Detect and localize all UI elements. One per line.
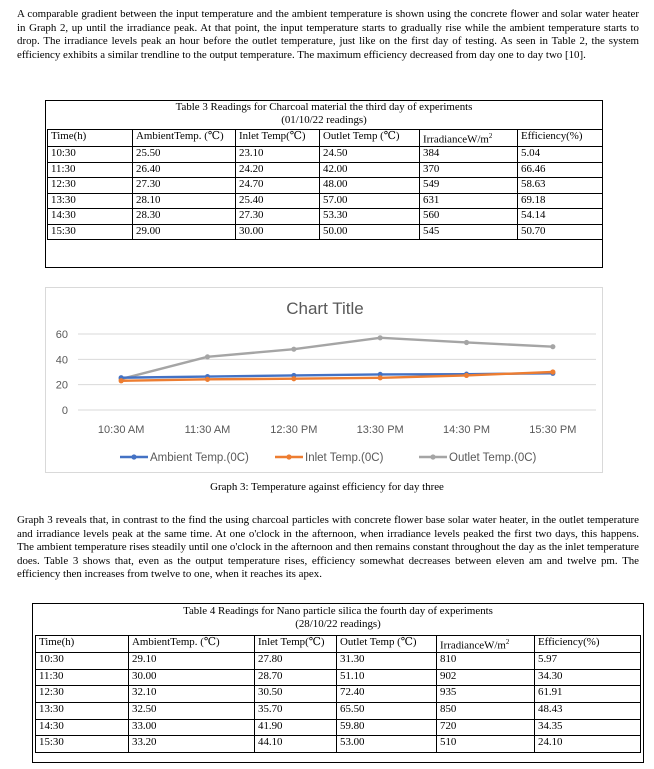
table-3-grid	[47, 129, 603, 240]
table-row	[36, 702, 641, 719]
cell-efficiency: 69.18	[518, 193, 603, 209]
cell-outlet: 31.30	[337, 653, 437, 670]
chart-svg	[46, 288, 604, 474]
cell-inlet: 27.80	[255, 653, 337, 670]
cell-ambient: 33.20	[129, 736, 255, 753]
cell-time: 11:30	[48, 162, 133, 178]
y-tick-label: 40	[55, 354, 68, 367]
data-point	[550, 344, 555, 349]
cell-irradiance: 850	[437, 702, 535, 719]
table-row	[48, 178, 603, 194]
cell-inlet: 41.90	[255, 719, 337, 736]
table-3-date: (01/10/22 readings)	[281, 114, 367, 126]
data-point	[291, 347, 296, 352]
cell-outlet: 48.00	[320, 178, 420, 194]
y-tick-label: 60	[55, 329, 68, 341]
header-inlet: Inlet Temp(℃)	[255, 636, 337, 653]
chart-title: Chart Title	[286, 299, 364, 318]
cell-outlet: 72.40	[337, 686, 437, 703]
cell-inlet: 35.70	[255, 702, 337, 719]
table-3-body	[48, 147, 603, 240]
cell-irradiance: 810	[437, 653, 535, 670]
cell-time: 12:30	[48, 178, 133, 194]
cell-outlet: 53.00	[337, 736, 437, 753]
x-tick-label: 11:30 AM	[184, 424, 231, 436]
cell-time: 15:30	[48, 224, 133, 240]
data-point	[205, 377, 210, 382]
cell-efficiency: 66.46	[518, 162, 603, 178]
table-row	[48, 209, 603, 225]
paragraph-graph-3: Graph 3 reveals that, in contrast to the find the using charcoal particles with concrete flower base solar water heater, in the outlet temperature and irradiance levels peak at the same time. At one o'clock in the afternoon, when irradiance levels peaked the first two days, this happens. The ambient temperature rises steadily until one o'clock in the afternoon and then remains constant throughout the day as the inlet temperature does. Table 3 shows that, even as the output temperature rises, efficiency somewhat decreases between eleven am and twelve pm. The efficiency then increases from twelve to one, when it reaches its apex.	[17, 514, 639, 581]
cell-efficiency: 5.97	[535, 653, 641, 670]
cell-efficiency: 61.91	[535, 686, 641, 703]
data-point	[378, 375, 383, 380]
graph-3-caption: Graph 3: Temperature against efficiency for day three	[210, 481, 444, 493]
legend-label: Inlet Temp.(0C)	[305, 452, 384, 464]
cell-ambient: 26.40	[133, 162, 236, 178]
table-row	[36, 669, 641, 686]
cell-irradiance: 370	[420, 162, 518, 178]
table-row	[48, 224, 603, 240]
cell-inlet: 30.00	[236, 224, 320, 240]
data-point	[205, 354, 210, 359]
header-ambient: AmbientTemp. (℃)	[129, 636, 255, 653]
data-point	[291, 376, 296, 381]
table-row	[48, 147, 603, 163]
x-tick-label: 15:30 PM	[529, 424, 577, 436]
table-row	[48, 162, 603, 178]
chart-temperature-day-three	[45, 287, 603, 473]
cell-irradiance: 384	[420, 147, 518, 163]
cell-efficiency: 24.10	[535, 736, 641, 753]
data-point	[119, 378, 124, 383]
cell-outlet: 50.00	[320, 224, 420, 240]
table-4	[32, 603, 644, 763]
table-4-caption: Table 4 Readings for Nano particle silica the fourth day of experiments	[183, 605, 493, 617]
cell-inlet: 25.40	[236, 193, 320, 209]
y-tick-label: 0	[61, 405, 68, 417]
header-irradiance: IrradianceW/$m^2$	[420, 130, 518, 147]
cell-irradiance: 549	[420, 178, 518, 194]
cell-efficiency: 5.04	[518, 147, 603, 163]
cell-ambient: 27.30	[133, 178, 236, 194]
cell-inlet: 27.30	[236, 209, 320, 225]
cell-irradiance: 560	[420, 209, 518, 225]
table-3-caption: Table 3 Readings for Charcoal material the third day of experiments	[175, 101, 473, 113]
cell-ambient: 28.10	[133, 193, 236, 209]
cell-outlet: 42.00	[320, 162, 420, 178]
cell-irradiance: 935	[437, 686, 535, 703]
x-tick-label: 13:30 PM	[356, 424, 404, 436]
header-efficiency: Efficiency(%)	[535, 636, 641, 653]
cell-time: 10:30	[36, 653, 129, 670]
table-4-body	[36, 653, 641, 753]
cell-outlet: 59.80	[337, 719, 437, 736]
x-tick-label: 12:30 PM	[270, 424, 318, 436]
table-row	[36, 653, 641, 670]
cell-efficiency: 50.70	[518, 224, 603, 240]
cell-time: 13:30	[36, 702, 129, 719]
cell-inlet: 23.10	[236, 147, 320, 163]
cell-inlet: 44.10	[255, 736, 337, 753]
legend-marker	[131, 454, 136, 459]
cell-efficiency: 34.30	[535, 669, 641, 686]
cell-efficiency: 34.35	[535, 719, 641, 736]
cell-time: 13:30	[48, 193, 133, 209]
table-row	[36, 719, 641, 736]
cell-inlet: 28.70	[255, 669, 337, 686]
y-tick-label: 20	[55, 379, 68, 392]
legend-marker	[286, 454, 291, 459]
header-efficiency: Efficiency(%)	[518, 130, 603, 147]
paragraph-intro: A comparable gradient between the input temperature and the ambient temperature is shown using the concrete flower and solar water heater in Graph 2, up until the irradiance peak. At that point, the input temperature starts to gradually rise while the ambient temperature starts to drop. The irradiance levels peak an hour before the outlet temperature, just like on the first day of testing. As seen in Table 2, the system efficiency exhibits a similar trendline to the output temperature. The maximum efficiency decreased from day one to day two [10].	[17, 8, 639, 61]
cell-outlet: 57.00	[320, 193, 420, 209]
cell-efficiency: 48.43	[535, 702, 641, 719]
cell-outlet: 53.30	[320, 209, 420, 225]
cell-irradiance: 545	[420, 224, 518, 240]
cell-outlet: 24.50	[320, 147, 420, 163]
cell-ambient: 29.10	[129, 653, 255, 670]
header-irradiance: IrradianceW/$m^2$	[437, 636, 535, 653]
cell-time: 14:30	[48, 209, 133, 225]
cell-inlet: 30.50	[255, 686, 337, 703]
data-point	[550, 369, 555, 374]
table-row	[36, 736, 641, 753]
cell-irradiance: 510	[437, 736, 535, 753]
cell-ambient: 33.00	[129, 719, 255, 736]
cell-time: 10:30	[48, 147, 133, 163]
cell-ambient: 30.00	[129, 669, 255, 686]
header-time: Time(h)	[36, 636, 129, 653]
x-tick-label: 14:30 PM	[442, 424, 491, 436]
legend-marker	[430, 454, 435, 459]
cell-inlet: 24.20	[236, 162, 320, 178]
cell-ambient: 28.30	[133, 209, 236, 225]
cell-time: 15:30	[36, 736, 129, 753]
cell-time: 12:30	[36, 686, 129, 703]
legend-label: Ambient Temp.(0C)	[150, 452, 249, 464]
x-tick-label: 10:30 AM	[97, 424, 145, 436]
cell-irradiance: 631	[420, 193, 518, 209]
cell-irradiance: 720	[437, 719, 535, 736]
cell-time: 11:30	[36, 669, 129, 686]
table-header-row	[36, 636, 641, 653]
cell-inlet: 24.70	[236, 178, 320, 194]
data-point	[378, 335, 383, 340]
cell-ambient: 29.00	[133, 224, 236, 240]
cell-irradiance: 902	[437, 669, 535, 686]
table-4-grid	[35, 635, 641, 753]
header-outlet: Outlet Temp (℃)	[320, 130, 420, 147]
cell-outlet: 65.50	[337, 702, 437, 719]
cell-efficiency: 58.63	[518, 178, 603, 194]
cell-outlet: 51.10	[337, 669, 437, 686]
table-3	[45, 100, 603, 268]
table-header-row	[48, 130, 603, 147]
table-row	[48, 193, 603, 209]
table-4-date: (28/10/22 readings)	[295, 618, 381, 630]
cell-ambient: 25.50	[133, 147, 236, 163]
cell-ambient: 32.10	[129, 686, 255, 703]
header-time: Time(h)	[48, 130, 133, 147]
table-row	[36, 686, 641, 703]
cell-time: 14:30	[36, 719, 129, 736]
header-outlet: Outlet Temp (℃)	[337, 636, 437, 653]
header-ambient: AmbientTemp. (℃)	[133, 130, 236, 147]
header-inlet: Inlet Temp(℃)	[236, 130, 320, 147]
data-point	[464, 340, 469, 345]
cell-efficiency: 54.14	[518, 209, 603, 225]
legend-label: Outlet Temp.(0C)	[449, 452, 537, 464]
data-point	[464, 373, 469, 378]
cell-ambient: 32.50	[129, 702, 255, 719]
